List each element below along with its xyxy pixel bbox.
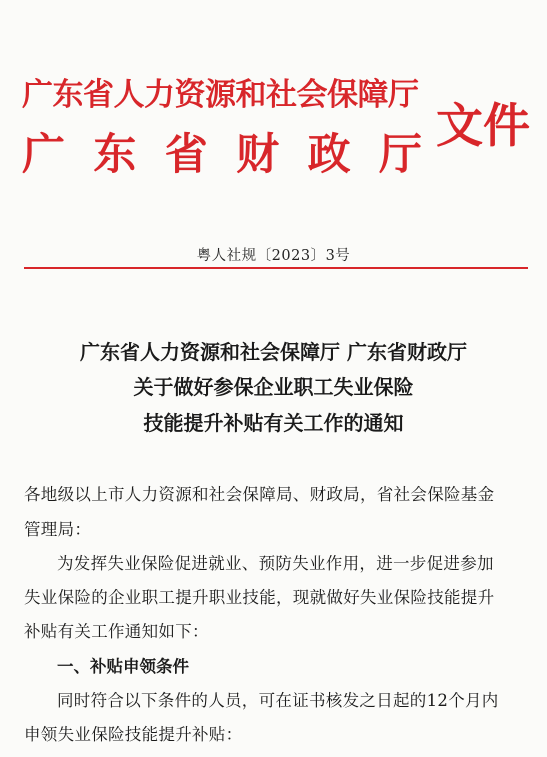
section-1-heading: 一、补贴申领条件: [57, 657, 189, 676]
issuer-line-2-char: 东: [93, 129, 137, 180]
issuer-line-2: [22, 126, 422, 184]
intro-line-3: 补贴有关工作通知如下：: [24, 622, 209, 641]
condition-line-1: 同时符合以下条件的人员，可在证书核发之日起的12个月内: [57, 691, 499, 710]
recipients-line-2: 管理局：: [24, 520, 92, 539]
issuer-line-2-char: 厅: [378, 129, 422, 180]
issuer-line-1: 广东省人力资源和社会保障厅: [22, 76, 419, 113]
intro-line-1: 为发挥失业保险促进就业、预防失业作用，进一步促进参加: [57, 554, 494, 573]
issuer-line-2-char: 财: [236, 129, 280, 180]
title-line-1: 广东省人力资源和社会保障厅 广东省财政厅: [80, 340, 467, 364]
recipients-line-1: 各地级以上市人力资源和社会保障局、财政局，省社会保险基金: [24, 485, 495, 504]
intro-line-2: 失业保险的企业职工提升职业技能，现就做好失业保险技能提升: [24, 588, 495, 607]
issuer-line-2-char: 省: [164, 129, 208, 180]
issuer-line-2-char: 广: [22, 129, 65, 180]
condition-line-2: 申领失业保险技能提升补贴：: [24, 725, 243, 744]
title-line-3: 技能提升补贴有关工作的通知: [143, 411, 404, 435]
issuer-line-2-char: 政: [307, 129, 351, 180]
document-number: 粤人社规〔2023〕3号: [196, 248, 351, 264]
document-type-label: 文件: [436, 98, 530, 154]
title-line-2: 关于做好参保企业职工失业保险: [133, 375, 414, 399]
red-divider: [24, 267, 528, 269]
